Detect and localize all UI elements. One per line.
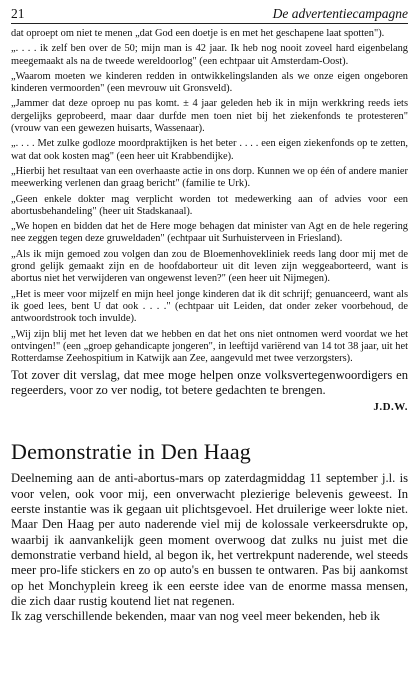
running-title: De advertentiecampagne bbox=[272, 6, 408, 21]
quote-paragraph: „. . . . ik zelf ben over de 50; mijn man is 42 jaar. Ik heb nog nooit zoveel hard eigenbelang meegemaakt als na de tweede wereldoorlog" (een echtpaar uit Amsterdam-Oost). bbox=[11, 43, 408, 67]
body-paragraph: Deelneming aan de anti-abortus-mars op zaterdagmiddag 11 september j.l. is voor velen, ook voor mij, een onverwacht plezierige belevenis geweest. In eerste instantie was ik gegaan uit plichtsgevoel. Het druilerige weer lokte niet. Maar Den Haag per auto naderende viel mij de kolossale verkeersdrukte op, waarbij ik aanvankelijk geen moment overwoog dat zulks nu juist met die demonstratie verband hield, al begon ik, het vertrekpunt naderende, wel steeds meer pro-life stickers en zo op auto's en bussen te ontwaren. Pas bij aankomst op het Monchyplein kreeg ik een eerste idee van de enorme massa mensen, die zich daar rustig koutend liet nat regenen. bbox=[11, 471, 408, 608]
body-paragraph: Ik zag verschillende bekenden, maar van nog veel meer bekenden, heb ik bbox=[11, 609, 380, 624]
quote-paragraph: „Als ik mijn gemoed zou volgen dan zou de Bloemenhovekliniek reeds lang door mij met de grond gelijk gemaakt zijn en de hoofdaborteur uit dit leven zijn weggeaborteerd, want is abortus niet het verwijderen van ongewenst leven?" (een heer uit Nijmegen). bbox=[11, 248, 408, 285]
author-signature: J.D.W. bbox=[373, 401, 408, 414]
quote-paragraph: „Wij zijn blij met het leven dat we hebben en dat het ons niet ontnomen werd voordat we het ontvingen!" (een „groep gehandicapte jongeren", in leeftijd variërend van 14 tot 38 jaar, uit het Rotterdamse Zeehospitium in Katwijk aan Zee, aangevuld met twee verzorgsters). bbox=[11, 328, 408, 365]
quote-paragraph: „Hierbij het resultaat van een overhaaste actie in ons dorp. Kunnen we op één of andere manier meewerking verlenen dan graag bericht" (familie te Urk). bbox=[11, 165, 408, 190]
quote-paragraph: „. . . . Met zulke godloze moordpraktijken is het beter . . . . een eigen ziekenfonds op te zetten, wat dat ook kosten mag" (een heer uit Krabbendijke). bbox=[11, 138, 408, 162]
quote-paragraph: „Waarom moeten we kinderen redden in ontwikkelingslanden als we onze eigen ongeboren kinderen vermoorden" (een mevrouw uit Gronsveld). bbox=[11, 70, 408, 95]
quote-paragraph: „Geen enkele dokter mag verplicht worden tot medewerking aan of advies voor een abortusbehandeling" (heer uit Stadskanaal). bbox=[11, 193, 408, 217]
quote-paragraph: „Het is meer voor mijzelf en mijn heel jonge kinderen dat ik dit schrijf; genuanceerd, want als ik goed lees, bent U dat ook . . . ." (echtpaar uit Leiden, dat onder zeker voorbehoud, de antwoordstrook toch invulde). bbox=[11, 288, 408, 325]
section-heading: Demonstratie in Den Haag bbox=[11, 439, 252, 465]
running-header bbox=[11, 0, 408, 24]
quote-paragraph: „Jammer dat deze oproep nu pas komt. ± 4 jaar geleden heb ik in mijn werkkring reeds iets dergelijks geprobeerd, maar daar durfde men toen niet bij het ziekenfonds te protesteren" (vrouw van een gewezen huisarts, Wassenaar). bbox=[11, 98, 408, 135]
reader-quotes bbox=[11, 28, 408, 365]
page-number: 21 bbox=[11, 6, 25, 21]
closing-paragraph: Tot zover dit verslag, dat mee moge helpen onze volksvertegenwoordigers en regeerders, voor zo ver nodig, tot betere gedachten te brengen. bbox=[11, 368, 408, 398]
quote-paragraph: „We hopen en bidden dat het de Here moge behagen dat minister van Agt en de hele regering nee zeggen tegen deze gruweldaden" (echtpaar uit Surhuisterveen in Friesland). bbox=[11, 221, 408, 245]
quote-paragraph: dat oproept om niet te menen „dat God een doetje is en met het geschapene laat spotten"). bbox=[11, 28, 385, 39]
